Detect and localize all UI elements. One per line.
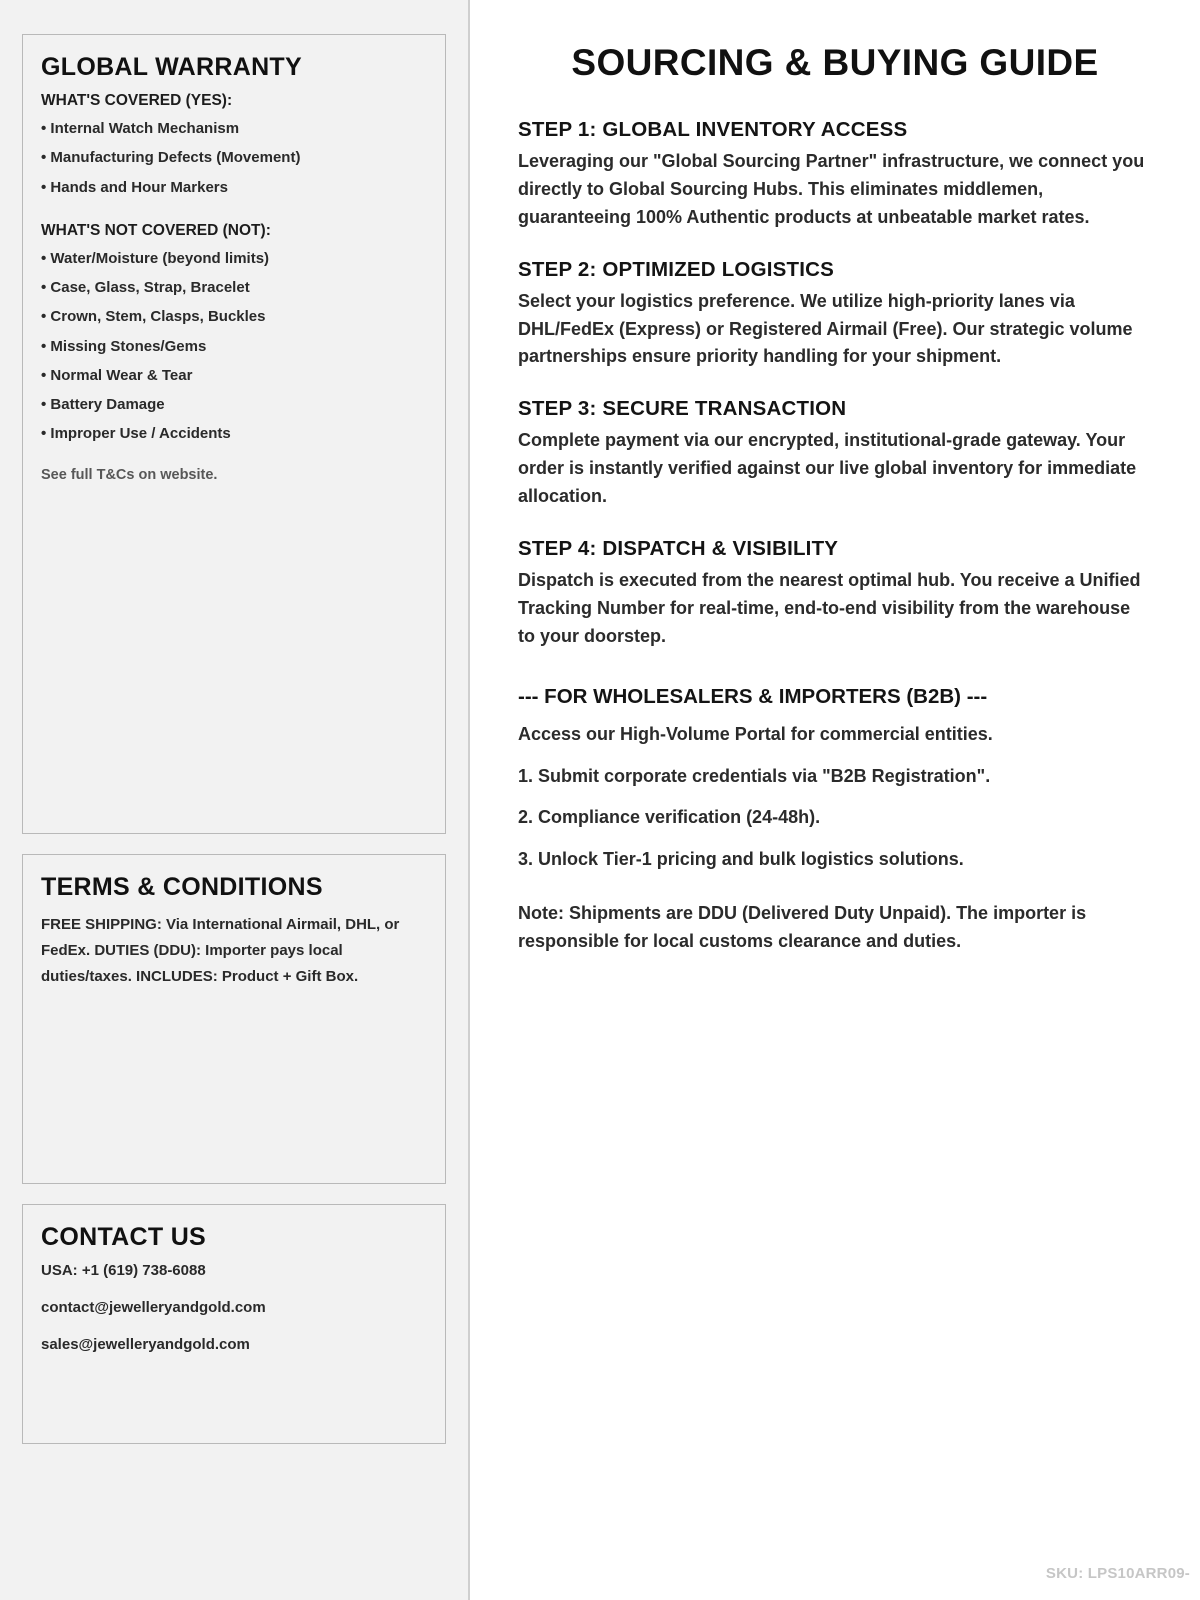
step-1-body: Leveraging our "Global Sourcing Partner" infrastructure, we connect you directly to Global Sourcing Hubs. This eliminates middlemen, guaranteeing 100% Authentic products at unbeatable market rates. — [518, 151, 1145, 227]
sourcing-guide-column — [470, 0, 1200, 1600]
global-warranty-title: GLOBAL WARRANTY — [41, 53, 302, 81]
list-item: • Battery Damage — [41, 396, 165, 413]
b2b-line-step-3: 3. Unlock Tier-1 pricing and bulk logistics solutions. — [518, 849, 964, 870]
left-sidebar-column — [0, 0, 470, 1600]
list-item: • Water/Moisture (beyond limits) — [41, 249, 270, 267]
page-title: SOURCING & BUYING GUIDE — [571, 42, 1099, 83]
list-item: • Internal Watch Mechanism — [41, 120, 240, 137]
contact-phone: USA: +1 (619) 738-6088 — [41, 1262, 206, 1279]
step-4-body: Dispatch is executed from the nearest optimal hub. You receive a Unified Tracking Number for real-time, end-to-end visibility from the warehouse to your doorstep. — [518, 570, 1141, 646]
global-warranty-panel — [22, 34, 446, 834]
terms-body: FREE SHIPPING: Via International Airmail, DHL, or FedEx. DUTIES (DDU): Importer pays local duties/taxes. INCLUDES: Product + Gift Box. — [41, 916, 400, 985]
terms-title: TERMS & CONDITIONS — [41, 873, 323, 901]
contact-email-primary: contact@jewelleryandgold.com — [41, 1299, 266, 1316]
step-1-heading: STEP 1: GLOBAL INVENTORY ACCESS — [518, 118, 908, 141]
contact-us-panel — [22, 1204, 446, 1444]
warranty-footnote: See full T&Cs on website. — [41, 466, 218, 483]
step-3-heading: STEP 3: SECURE TRANSACTION — [518, 397, 847, 421]
step-3-body: Complete payment via our encrypted, institutional-grade gateway. Your order is instantly verified against our live global inventory for immediate allocation. — [518, 430, 1137, 507]
step-4-heading: STEP 4: DISPATCH & VISIBILITY — [518, 537, 839, 561]
b2b-ddu-note: Note: Shipments are DDU (Delivered Duty Unpaid). The importer is responsible for local customs clearance and duties. — [518, 903, 1087, 952]
whats-not-covered-list — [41, 250, 427, 443]
b2b-section-heading: --- FOR WHOLESALERS & IMPORTERS (B2B) --- — [518, 684, 988, 708]
list-item: • Crown, Stem, Clasps, Buckles — [41, 308, 266, 326]
guide-step-3 — [518, 397, 1152, 511]
list-item: • Case, Glass, Strap, Bracelet — [41, 279, 250, 296]
contact-email-sales: sales@jewelleryandgold.com — [41, 1336, 250, 1353]
contact-title: CONTACT US — [41, 1223, 207, 1251]
whats-covered-list — [41, 120, 427, 196]
list-item: • Hands and Hour Markers — [41, 178, 228, 196]
b2b-line-step-2: 2. Compliance verification (24-48h). — [518, 807, 821, 828]
sku-label: SKU: LPS10ARR09- — [1045, 1565, 1190, 1582]
step-2-body: Select your logistics preference. We utilize high-priority lanes via DHL/FedEx (Express) or Registered Airmail (Free). Our strategic volume partnerships ensure priority handling for your shipment. — [518, 290, 1133, 367]
list-item: • Missing Stones/Gems — [41, 337, 207, 355]
list-item: • Improper Use / Accidents — [41, 425, 231, 443]
b2b-line-intro: Access our High-Volume Portal for commercial entities. — [518, 723, 993, 744]
guide-step-2 — [518, 258, 1152, 372]
terms-and-conditions-panel — [22, 854, 446, 1184]
guide-step-4 — [518, 537, 1152, 651]
whats-not-covered-heading: WHAT'S NOT COVERED (NOT): — [41, 221, 271, 239]
list-item: • Normal Wear & Tear — [41, 366, 193, 384]
list-item: • Manufacturing Defects (Movement) — [41, 149, 301, 167]
b2b-line-step-1: 1. Submit corporate credentials via "B2B Registration". — [518, 765, 991, 786]
step-2-heading: STEP 2: OPTIMIZED LOGISTICS — [518, 257, 834, 281]
whats-covered-heading: WHAT'S COVERED (YES): — [41, 92, 233, 109]
guide-step-1 — [518, 118, 1152, 232]
